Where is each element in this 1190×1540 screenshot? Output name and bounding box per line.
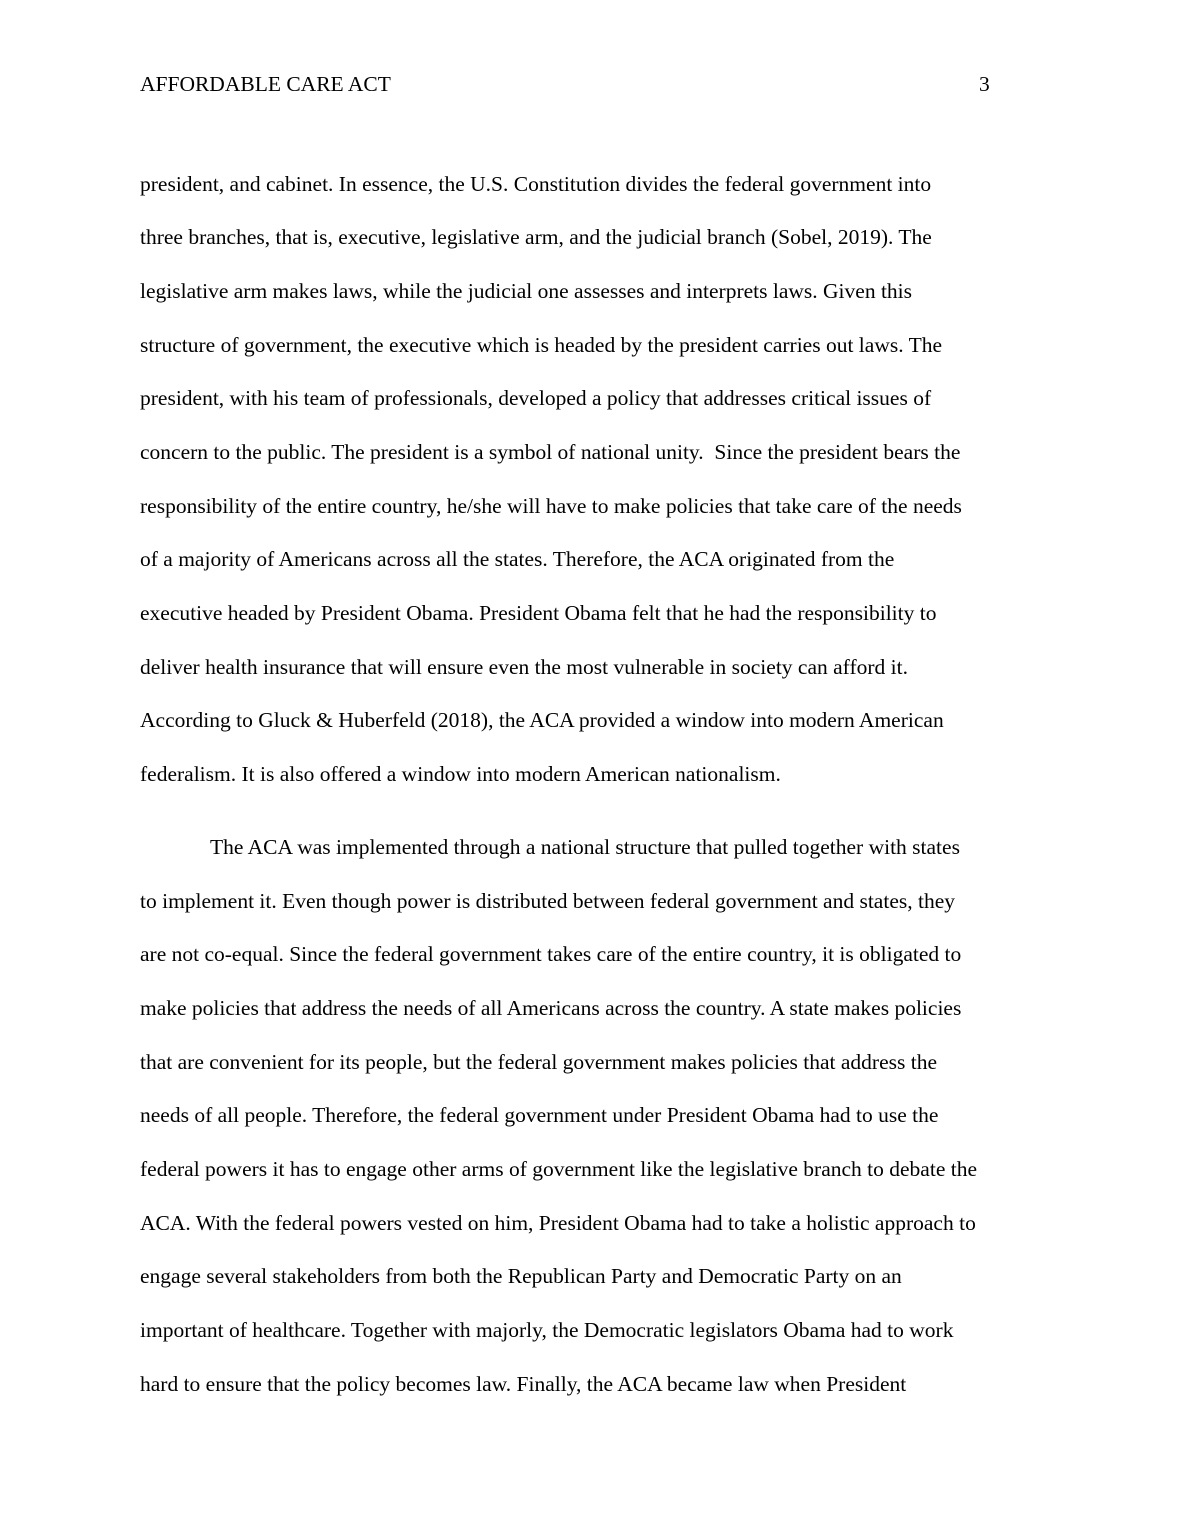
paragraph-line: concern to the public. The president is a symbol of national unity. Since the president bears the: [140, 440, 961, 464]
paragraph-line: needs of all people. Therefore, the federal government under President Obama had to use the: [140, 1103, 939, 1127]
paragraph-line: to implement it. Even though power is distributed between federal government and states, they: [140, 889, 955, 913]
paragraph-line: structure of government, the executive which is headed by the president carries out laws. The: [140, 333, 942, 357]
paragraph-line: The ACA was implemented through a national structure that pulled together with states: [210, 835, 960, 859]
paragraph-line: of a majority of Americans across all the states. Therefore, the ACA originated from the: [140, 547, 895, 571]
paragraph-line: federal powers it has to engage other arms of government like the legislative branch to debate the: [140, 1157, 977, 1181]
paragraph-line: engage several stakeholders from both the Republican Party and Democratic Party on an: [140, 1264, 902, 1288]
running-head: AFFORDABLE CARE ACT: [140, 72, 391, 96]
paragraph-line: According to Gluck & Huberfeld (2018), the ACA provided a window into modern American: [140, 708, 944, 732]
paragraph-line: president, with his team of professionals, developed a policy that addresses critical issues of: [140, 386, 932, 410]
paragraph-line: that are convenient for its people, but the federal government makes policies that address the: [140, 1050, 938, 1074]
paragraph-line: hard to ensure that the policy becomes law. Finally, the ACA became law when President: [140, 1372, 907, 1396]
paragraph-line: federalism. It is also offered a window into modern American nationalism.: [140, 762, 781, 786]
paragraph-line: three branches, that is, executive, legislative arm, and the judicial branch (Sobel, 2019). The: [140, 225, 932, 249]
paragraph-line: make policies that address the needs of all Americans across the country. A state makes policies: [140, 996, 962, 1020]
paragraph-line: important of healthcare. Together with majorly, the Democratic legislators Obama had to work: [140, 1318, 954, 1342]
paragraph-line: executive headed by President Obama. President Obama felt that he had the responsibility to: [140, 601, 937, 625]
paragraph-line: are not co-equal. Since the federal government takes care of the entire country, it is obligated to: [140, 942, 962, 966]
paragraph-line: responsibility of the entire country, he/she will have to make policies that take care of the needs: [140, 494, 962, 518]
paragraph-line: deliver health insurance that will ensure even the most vulnerable in society can afford it.: [140, 655, 908, 679]
paragraph-line: ACA. With the federal powers vested on him, President Obama had to take a holistic approach to: [140, 1211, 976, 1235]
paragraph-line: legislative arm makes laws, while the judicial one assesses and interprets laws. Given this: [140, 279, 913, 303]
paragraph-line: president, and cabinet. In essence, the U.S. Constitution divides the federal government into: [140, 172, 932, 196]
page-number: 3: [979, 72, 990, 96]
